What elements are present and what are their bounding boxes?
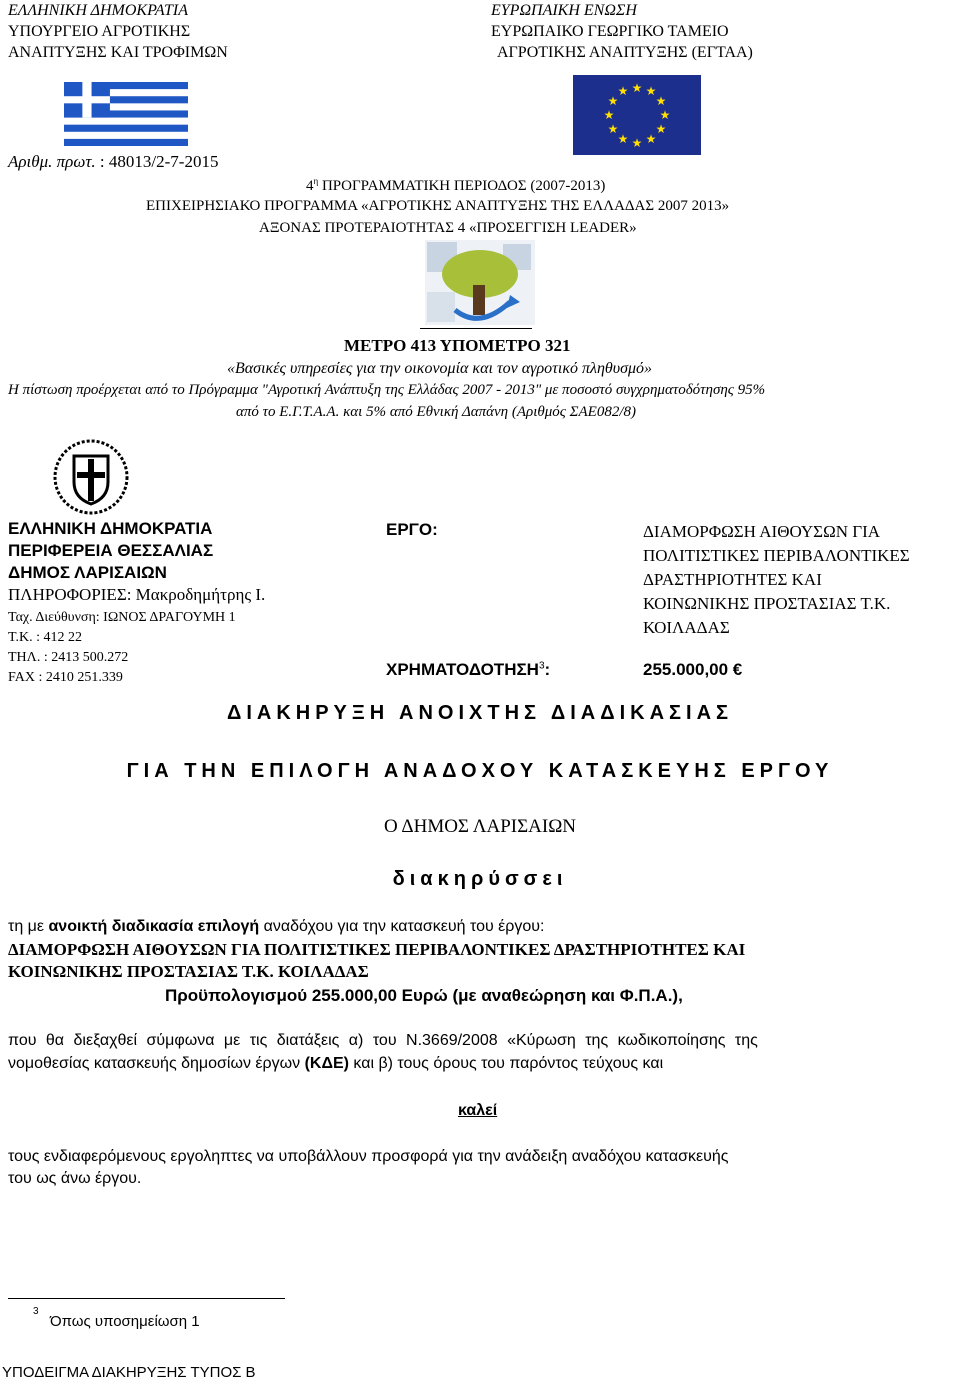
svg-text:★: ★ — [645, 84, 657, 98]
program-period-num: 4 — [306, 178, 314, 194]
header-right-line: ΕΥΡΩΠΑΙΚΗ ΕΝΩΣΗ — [491, 2, 637, 19]
contact-person: ΠΛΗΡΟΦΟΡΙΕΣ: Μακροδημήτρης Ι. — [8, 585, 266, 604]
svg-text:★: ★ — [659, 108, 671, 122]
svg-text:★: ★ — [603, 108, 615, 122]
protocol-value: : 48013/2-7-2015 — [99, 152, 219, 171]
funding-line: Η πίστωση προέρχεται από το Πρόγραμμα "Αγροτική Ανάπτυξη της Ελλάδας 2007 - 2013" με ποσοστό συγχρηματοδότησης 95% — [8, 382, 766, 398]
program-axis: ΑΞΟΝΑΣ ΠΡΟΤΕΡΑΙΟΤΗΤΑΣ 4 «ΠΡΟΣΕΓΓΙΣΗ LEADER» — [259, 220, 637, 236]
project-title-line: ΚΟΙΝΩΝΙΚΗΣ ΠΡΟΣΤΑΣΙΑΣ Τ.Κ. — [643, 594, 891, 613]
svg-text:★: ★ — [655, 94, 667, 108]
greek-coat-of-arms-icon — [52, 438, 130, 516]
body-paragraph: τους ενδιαφερόμενους εργοληπτες να υποβάλλουν προσφορά για την ανάδειξη αναδόχου κατασκευής — [8, 1148, 729, 1165]
body-intro — [8, 918, 544, 936]
svg-text:★: ★ — [607, 94, 619, 108]
body-text: αναδόχου για την κατασκευή του έργου: — [259, 918, 545, 935]
project-label: ΕΡΓΟ: — [386, 520, 438, 539]
measure-title: ΜΕΤΡΟ 413 ΥΠΟΜΕΤΡΟ 321 — [344, 336, 571, 355]
page-footer: ΥΠΟΔΕΙΓΜΑ ΔΙΑΚΗΡΥΞΗΣ ΤΥΠΟΣ Β — [2, 1364, 256, 1381]
phone: ΤΗΛ. : 2413 500.272 — [8, 650, 129, 665]
body-paragraph: που θα διεξαχθεί σύμφωνα με τις διατάξεις α) του Ν.3669/2008 «Κύρωση της κωδικοποίησης της — [8, 1032, 758, 1049]
footnote-text: Όπως υποσημείωση 1 — [50, 1313, 200, 1330]
svg-text:★: ★ — [617, 132, 629, 146]
header-right-line: ΕΥΡΩΠΑΙΚΟ ΓΕΩΡΓΙΚΟ ΤΑΜΕΙΟ — [491, 23, 729, 40]
project-title-line: ΚΟΙΛΑΔΑΣ — [643, 618, 730, 637]
body-emphasis: (ΚΔΕ) — [304, 1055, 349, 1072]
funding-amount-label — [386, 660, 550, 680]
postal-code: Τ.Κ. : 412 22 — [8, 630, 83, 645]
measure-subtitle: «Βασικές υπηρεσίες για την οικονομία και τον αγροτικό πληθυσμό» — [227, 360, 653, 377]
svg-text:★: ★ — [655, 122, 667, 136]
header-left-line: ΕΛΛΗΝΙΚΗ ΔΗΜΟΚΡΑΤΙΑ — [8, 2, 188, 19]
svg-text:★: ★ — [617, 84, 629, 98]
eu-flag-icon — [573, 75, 701, 155]
authority-line: ΔΗΜΟΣ ΛΑΡΙΣΑΙΩΝ — [8, 563, 167, 582]
leader-logo-icon — [425, 240, 535, 325]
project-title-line: ΔΡΑΣΤΗΡΙΟΤΗΤΕΣ ΚΑΙ — [643, 570, 822, 589]
body-text: νομοθεσίας κατασκευής δημοσίων έργων — [8, 1055, 305, 1072]
heading-declaration: ΔΙΑΚΗΡΥΞΗ ΑΝΟΙΧΤΗΣ ΔΙΑΔΙΚΑΣΙΑΣ — [226, 702, 734, 724]
heading-municipality: Ο ΔΗΜΟΣ ΛΑΡΙΣΑΙΩΝ — [383, 816, 577, 837]
protocol-number — [8, 152, 218, 172]
project-title — [643, 520, 910, 640]
header-left-line: ΥΠΟΥΡΓΕΙΟ ΑΓΡΟΤΙΚΗΣ — [8, 23, 191, 40]
greek-flag-icon — [64, 82, 188, 146]
budget-line: Προϋπολογισμού 255.000,00 Ευρώ (με αναθεώρηση και Φ.Π.Α.), — [165, 986, 683, 1005]
header-right — [491, 0, 753, 63]
body-paragraph — [8, 1055, 663, 1073]
funding-colon: : — [544, 660, 551, 679]
protocol-label: Αριθμ. πρωτ. — [8, 152, 96, 171]
footnote-ref: 3 — [538, 660, 545, 672]
project-title-line: ΔΙΑΜΟΡΦΩΣΗ ΑΙΘΟΥΣΩΝ ΓΙΑ — [643, 522, 881, 541]
calls-heading: καλεί — [458, 1102, 498, 1119]
program-period — [306, 176, 605, 195]
heading-declares: διακηρύσσει — [392, 868, 568, 890]
funding-label: ΧΡΗΜΑΤΟΔΟΤΗΣΗ — [386, 660, 539, 679]
project-title-line: ΠΟΛΙΤΙΣΤΙΚΕΣ ΠΕΡΙΒΑΛΟΝΤΙΚΕΣ — [643, 546, 910, 565]
program-period-text: ΠΡΟΓΡΑΜΜΑΤΙΚΗ ΠΕΡΙΟΔΟΣ (2007-2013) — [318, 178, 606, 194]
footnote-divider — [8, 1298, 285, 1299]
funding-amount: 255.000,00 € — [643, 660, 743, 679]
divider — [420, 328, 532, 329]
svg-text:★: ★ — [631, 81, 643, 95]
address: Ταχ. Διεύθυνση: ΙΩΝΟΣ ΔΡΑΓΟΥΜΗ 1 — [8, 610, 236, 625]
heading-selection: ΓΙΑ ΤΗΝ ΕΠΙΛΟΓΗ ΑΝΑΔΟΧΟΥ ΚΑΤΑΣΚΕΥΗΣ ΕΡΓΟΥ — [126, 760, 834, 782]
header-left — [8, 0, 228, 63]
footnote-number: 3 — [33, 1306, 39, 1317]
svg-text:★: ★ — [607, 122, 619, 136]
fax: FAX : 2410 251.339 — [8, 670, 123, 685]
authority-line: ΕΛΛΗΝΙΚΗ ΔΗΜΟΚΡΑΤΙΑ — [8, 519, 213, 538]
program-period-sup: η — [313, 176, 319, 186]
body-project-title: ΚΟΙΝΩΝΙΚΗΣ ΠΡΟΣΤΑΣΙΑΣ Τ.Κ. ΚΟΙΛΑΔΑΣ — [8, 962, 369, 981]
body-text: τη με — [8, 918, 49, 935]
body-text: και β) τους όρους του παρόντος τεύχους και — [348, 1055, 664, 1072]
body-paragraph: του ως άνω έργου. — [8, 1170, 142, 1187]
funding-line: από το Ε.Γ.Τ.Α.Α. και 5% από Εθνική Δαπάνη (Αριθμός ΣΑΕ082/8) — [236, 404, 637, 420]
body-project-title: ΔΙΑΜΟΡΦΩΣΗ ΑΙΘΟΥΣΩΝ ΓΙΑ ΠΟΛΙΤΙΣΤΙΚΕΣ ΠΕΡΙΒΑΛΟΝΤΙΚΕΣ ΔΡΑΣΤΗΡΙΟΤΗΤΕΣ ΚΑΙ — [8, 940, 746, 959]
header-left-line: ΑΝΑΠΤΥΞΗΣ ΚΑΙ ΤΡΟΦΙΜΩΝ — [8, 44, 228, 61]
body-emphasis: ανοικτή διαδικασία επιλογή — [48, 918, 260, 935]
program-name: ΕΠΙΧΕΙΡΗΣΙΑΚΟ ΠΡΟΓΡΑΜΜΑ «ΑΓΡΟΤΙΚΗΣ ΑΝΑΠΤΥΞΗΣ ΤΗΣ ΕΛΛΑΔΑΣ 2007 2013» — [146, 198, 730, 214]
authority-line: ΠΕΡΙΦΕΡΕΙΑ ΘΕΣΣΑΛΙΑΣ — [8, 541, 214, 560]
svg-text:★: ★ — [631, 136, 643, 150]
authority-block — [8, 518, 265, 688]
svg-text:★: ★ — [645, 132, 657, 146]
header-right-line: ΑΓΡΟΤΙΚΗΣ ΑΝΑΠΤΥΞΗΣ (ΕΓΤΑΑ) — [497, 44, 753, 61]
